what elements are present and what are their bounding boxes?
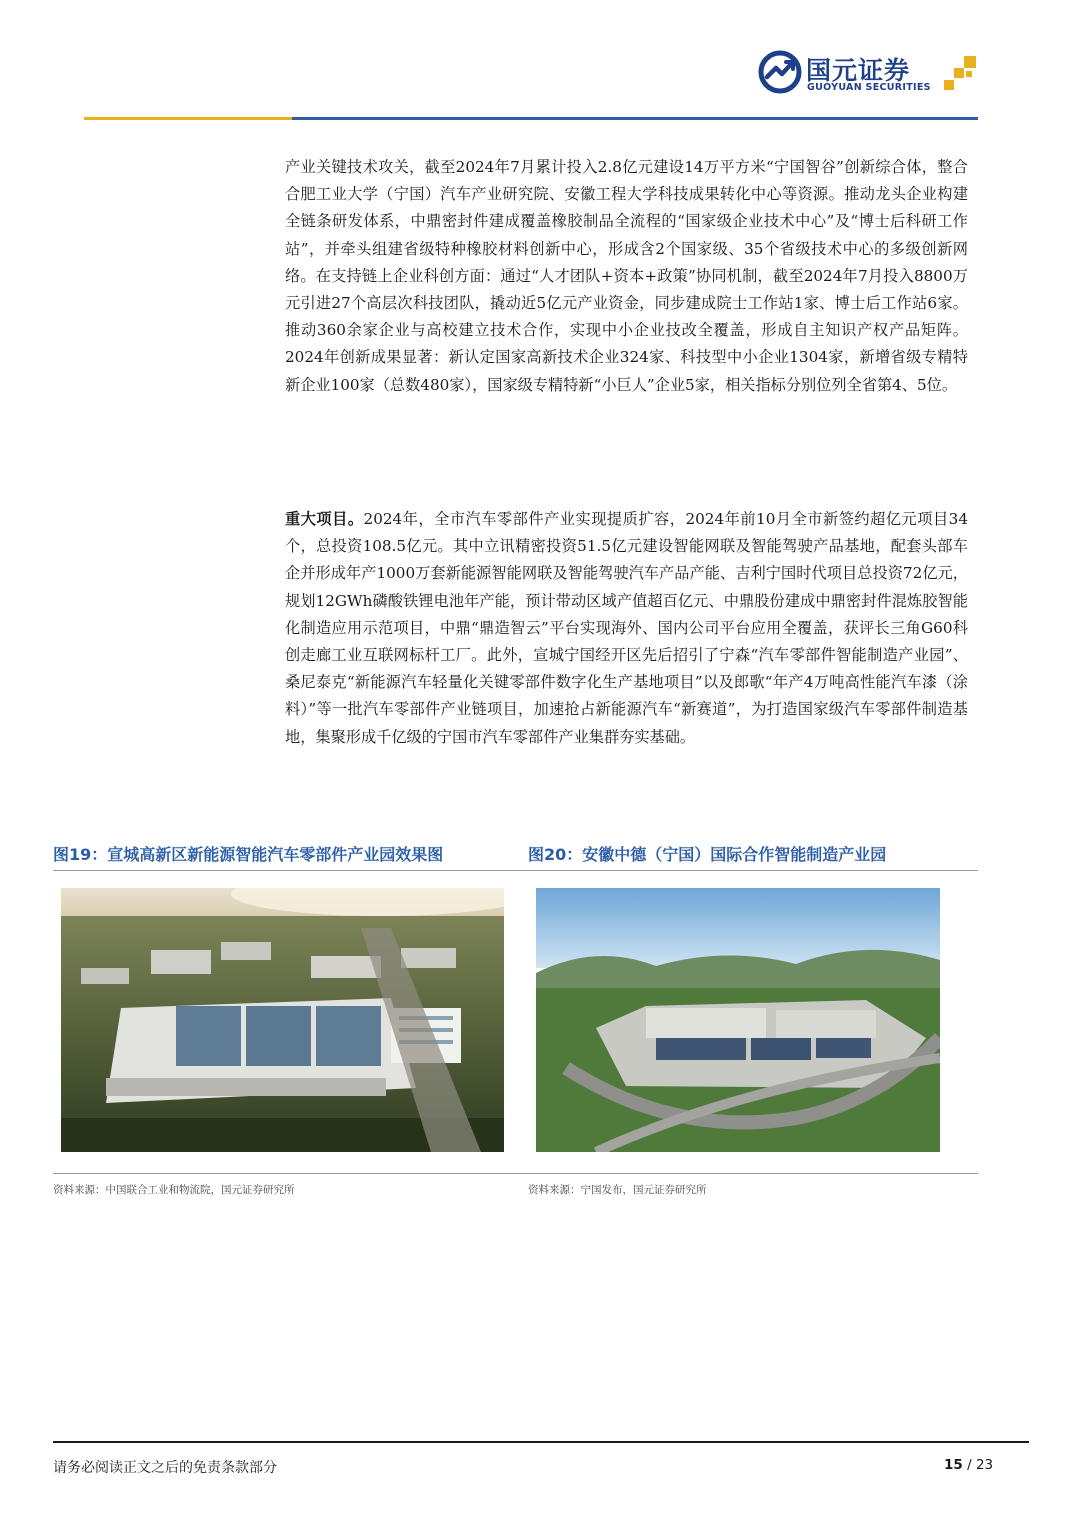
body-paragraph-major-projects [285,506,968,751]
logo-squares-icon [944,56,978,92]
paragraph-lead: 重大项目。 [285,510,364,528]
page-number [944,1457,993,1473]
industrial-park-rendering-image [61,888,504,1152]
body-paragraph-innovation: 产业关键技术攻关，截至2024年7月累计投入2.8亿元建设14万平方米“宁国智谷”创新综合体，整合合肥工业大学（宁国）汽车产业研究院、安徽工程大学科技成果转化中心等资源。推动龙头企业构建全链条研发体系，中鼎密封件建成覆盖橡胶制品全流程的“国家级企业技术中心”及“博士后科研工作站”，并牵头组建省级特种橡胶材料创新中心，形成含2个国家级、35个省级技术中心的多级创新网络。在支持链上企业科创方面：通过“人才团队+资本+政策”协同机制，截至2024年7月投入8800万元引进27个高层次科技团队，撬动近5亿元产业资金，同步建成院士工作站1家、博士后工作站6家。推动360余家企业与高校建立技术合作，实现中小企业技改全覆盖，形成自主知识产权产品矩阵。2024年创新成果显著：新认定国家高新技术企业324家、科技型中小企业1304家，新增省级专精特新企业100家（总数480家），国家级专精特新“小巨人”企业5家，相关指标分别位列全省第4、5位。 [285,158,968,394]
page-total: 23 [975,1457,994,1473]
intl-manufacturing-park-photo [536,888,940,1152]
paragraph-text: 2024年，全市汽车零部件产业实现提质扩容，2024年前10月全市新签约超亿元项目34个，总投资108.5亿元。其中立讯精密投资51.5亿元建设智能网联及智能驾驶产品基地，配套头部车企并形成年产1000万套新能源智能网联及智能驾驶汽车产品产能、吉利宁国时代项目总投资72亿元，规划12GWh磷酸铁锂电池年产能，预计带动区域产值超百亿元、中鼎股份建成中鼎密封件混炼胶智能化制造应用示范项目，中鼎“鼎造智云”平台实现海外、国内公司平台应用全覆盖，获评长三角G60科创走廊工业互联网标杆工厂。此外，宣城宁国经开区先后招引了宁森“汽车零部件智能制造产业园”、桑尼泰克“新能源汽车轻量化关键零部件数字化生产基地项目”以及郎歌“年产4万吨高性能汽车漆（涂料）”等一批汽车零部件产业链项目，加速抢占新能源汽车“新赛道”，为打造国家级汽车零部件制造基地，集聚形成千亿级的宁国市汽车零部件产业集群夯实基础。 [285,510,969,746]
figure-caption-20: 图20：安徽中德（宁国）国际合作智能制造产业园 [528,845,887,864]
header-rule-accent [84,117,292,120]
caption-rule [53,870,978,871]
footer-disclaimer: 请务必阅读正文之后的免责条款部分 [53,1460,277,1476]
logo-mark-icon [758,50,802,94]
header-rule [292,117,978,120]
page-current: 15 [944,1457,963,1473]
page-separator: / [962,1457,976,1473]
figure-source-20: 资料来源：宁国发布，国元证券研究所 [528,1184,707,1196]
logo-chinese-name: 国元证券 [806,56,911,85]
company-logo [758,50,980,98]
figure-caption-19: 图19：宣城高新区新能源智能汽车零部件产业园效果图 [53,845,444,864]
footer-rule [53,1441,1029,1443]
logo-english-name: GUOYUAN SECURITIES [807,82,931,93]
source-rule [53,1173,978,1174]
figure-source-19: 资料来源：中国联合工业和物流院，国元证券研究所 [53,1184,295,1196]
